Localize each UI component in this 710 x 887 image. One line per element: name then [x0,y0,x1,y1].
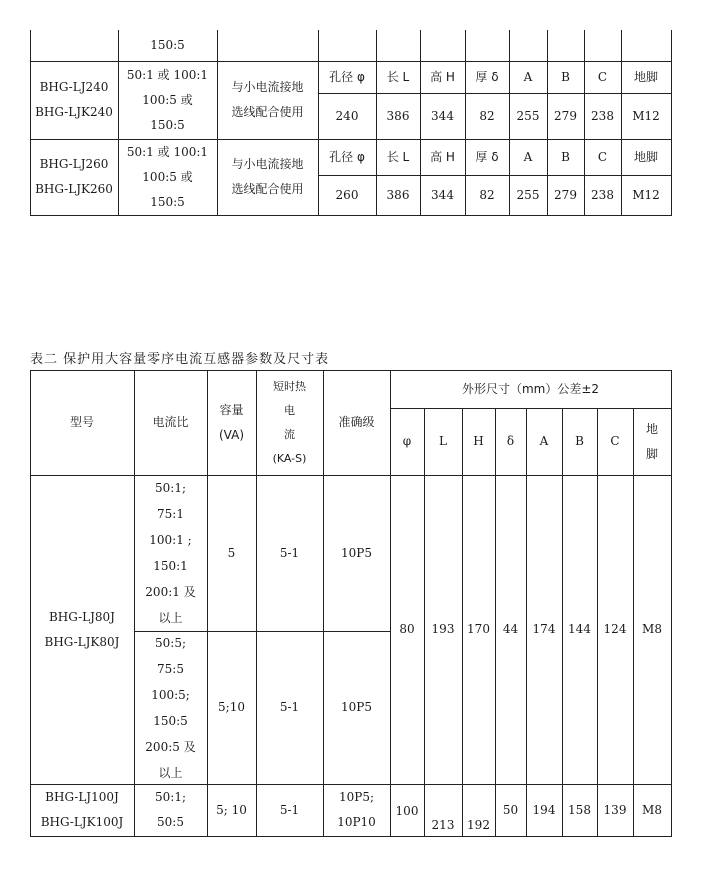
header-short-time-current: 短时热 电 流 (KA-S) [272,379,307,465]
dim-value: 255 [516,187,540,202]
dim-value: 100 [395,804,419,818]
dim-label: 地脚 [633,149,658,164]
header-dim-col: C [610,434,620,449]
header-model: 型号 [69,415,94,430]
dim-label: C [597,69,608,84]
capacity-cell: 5;10 [218,700,245,715]
dim-value: 174 [532,622,556,637]
dim-value: 192 [467,817,490,832]
note-cell: 与小电流接地 选线配合使用 [231,80,304,119]
dim-value: 240 [335,108,359,123]
dim-label: 地脚 [633,69,658,84]
header-dim-col: A [539,434,549,449]
model-cell: BHG-LJ80J BHG-LJK80J [44,609,120,649]
dim-value: 80 [399,622,415,637]
dim-label: C [597,149,608,164]
short-time-cell: 5-1 [279,802,300,817]
short-time-cell: 5-1 [279,700,300,715]
dim-value: 386 [386,187,410,202]
dim-label: 厚 δ [475,69,499,84]
dim-value: 170 [467,622,490,637]
model-cell: BHG-LJ240 BHG-LJK240 [35,80,113,119]
ratio-cell: 50:1 或 100:1 100:5 或 150:5 [126,67,209,132]
header-dim-col: B [575,434,584,449]
accuracy-cell: 10P5; 10P10 [337,790,376,829]
dim-value: 82 [479,108,495,123]
dim-label: B [561,69,570,84]
ratio-cell: 50:1; 75:1 100:1 ; 150:1 200:1 及 以上 [145,481,196,625]
dim-value: 193 [431,622,455,637]
header-dim-col: φ [402,434,412,449]
dim-value: 139 [603,802,627,817]
dim-value: 344 [431,187,454,202]
header-ratio: 电流比 [152,415,189,430]
note-cell: 与小电流接地 选线配合使用 [231,157,304,196]
header-capacity: 容量 (VA) [218,402,244,442]
dim-value: M12 [632,187,660,202]
dim-value: 144 [568,622,591,637]
dim-value: 238 [591,108,614,123]
ratio-cell: 50:1; 50:5 [155,790,186,829]
ratio-cell: 150:5 [150,38,185,53]
ratio-cell: 50:1 或 100:1 100:5 或 150:5 [126,144,209,209]
dim-label: 长 L [386,149,410,164]
dim-value: 44 [502,622,519,637]
dim-value: 194 [532,802,556,817]
dim-value: 238 [591,187,614,202]
ratio-cell: 50:5; 75:5 100:5; 150:5 200:5 及 以上 [145,635,196,780]
dim-value: 386 [386,108,410,123]
short-time-cell: 5-1 [279,545,300,560]
dim-value: M12 [632,108,660,123]
model-cell: BHG-LJ260 BHG-LJK260 [35,157,113,196]
dim-value: 213 [431,817,455,832]
dim-value: M8 [642,802,662,817]
dim-label: 高 H [430,149,455,164]
dim-value: 344 [431,108,454,123]
dim-value: 279 [554,108,577,123]
dim-value: 279 [554,187,577,202]
capacity-cell: 5 [227,545,236,560]
dim-label: 长 L [386,69,410,84]
header-dimensions: 外形尺寸（mm）公差±2 [461,381,600,396]
dim-value: 82 [479,187,495,202]
dim-label: 高 H [430,69,455,84]
accuracy-cell: 10P5 [341,700,372,715]
dim-label: 孔径 φ [329,69,365,84]
dim-label: 孔径 φ [329,149,365,164]
model-cell: BHG-LJ100J BHG-LJK100J [40,790,124,829]
header-dim-col: H [473,434,484,449]
dim-label: A [523,69,533,84]
dim-value: 255 [516,108,540,123]
dim-value: M8 [642,622,662,637]
dim-label: B [561,149,570,164]
header-dim-col: L [439,434,447,449]
header-accuracy: 准确级 [338,415,375,430]
dim-label: A [523,149,533,164]
dim-value: 158 [568,802,591,817]
dim-label: 厚 δ [475,149,499,164]
accuracy-cell: 10P5 [341,545,372,560]
header-dim-col: δ [506,434,515,449]
dim-value: 50 [502,802,519,817]
capacity-cell: 5; 10 [216,802,247,817]
dim-value: 124 [603,622,627,637]
table-2-caption: 表二 保护用大容量零序电流互感器参数及尺寸表 [30,352,330,367]
dim-value: 260 [335,187,359,202]
header-foot: 地 脚 [645,421,658,461]
